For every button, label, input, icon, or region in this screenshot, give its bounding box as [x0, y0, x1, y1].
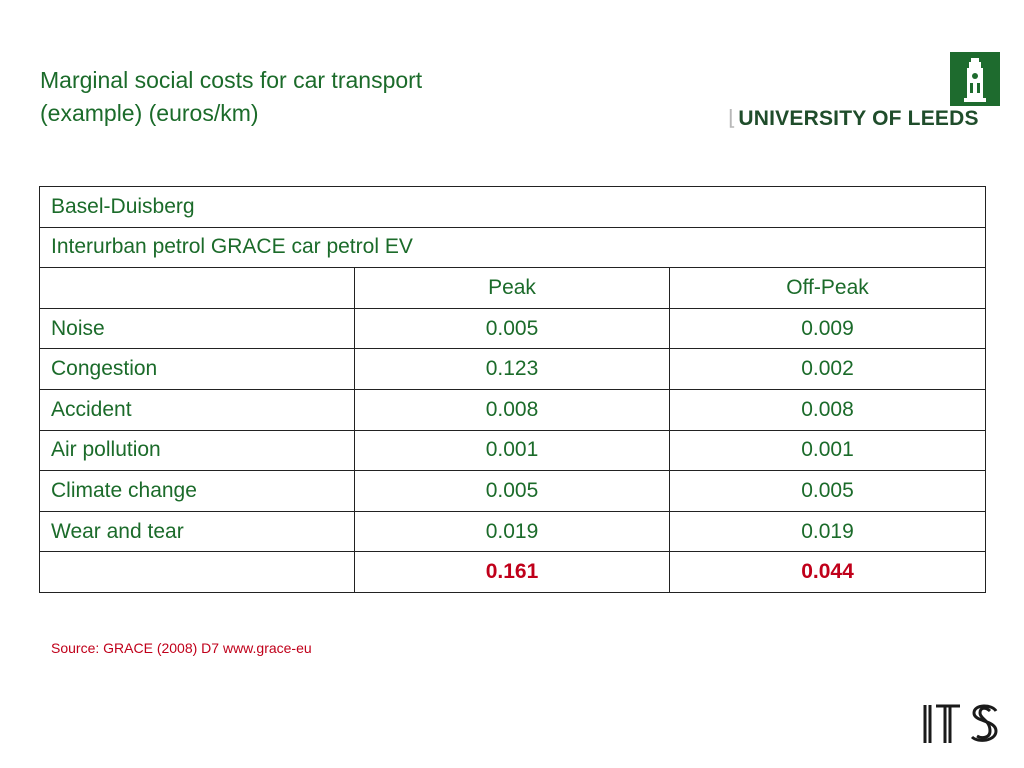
- vehicle-type-cell: Interurban petrol GRACE car petrol EV: [40, 227, 986, 268]
- peak-value: 0.001: [355, 430, 670, 471]
- peak-value: 0.005: [355, 471, 670, 512]
- table-caption-row: [40, 227, 986, 268]
- total-label: [40, 552, 355, 593]
- total-peak-value: 0.161: [355, 552, 670, 593]
- row-label: Wear and tear: [40, 511, 355, 552]
- row-label: Noise: [40, 308, 355, 349]
- source-note: Source: GRACE (2008) D7 www.grace-eu: [51, 640, 312, 656]
- university-of-leeds-logo: [728, 48, 1004, 132]
- university-tower-icon: [950, 52, 1000, 106]
- row-label: Congestion: [40, 349, 355, 390]
- column-header-empty: [40, 268, 355, 309]
- slide-title: [40, 64, 640, 130]
- offpeak-value: 0.005: [670, 471, 986, 512]
- logo-wordmark: UNIVERSITY OF LEEDS: [738, 107, 979, 130]
- table-row: [40, 349, 986, 390]
- peak-value: 0.123: [355, 349, 670, 390]
- table-row: [40, 308, 986, 349]
- offpeak-value: 0.008: [670, 389, 986, 430]
- table-row: [40, 389, 986, 430]
- total-offpeak-value: 0.044: [670, 552, 986, 593]
- offpeak-value: 0.019: [670, 511, 986, 552]
- slide-title-line-2: (example) (euros/km): [40, 100, 259, 126]
- offpeak-value: 0.001: [670, 430, 986, 471]
- peak-value: 0.008: [355, 389, 670, 430]
- table-caption-row: [40, 187, 986, 228]
- row-label: Air pollution: [40, 430, 355, 471]
- offpeak-value: 0.002: [670, 349, 986, 390]
- column-header-peak: Peak: [355, 268, 670, 309]
- marginal-costs-table: [39, 186, 986, 593]
- row-label: Accident: [40, 389, 355, 430]
- logo-tick-icon: ⌊: [728, 107, 737, 130]
- table-row: [40, 430, 986, 471]
- table-row: [40, 471, 986, 512]
- offpeak-value: 0.009: [670, 308, 986, 349]
- peak-value: 0.019: [355, 511, 670, 552]
- its-logo: [920, 702, 1000, 746]
- table-row: [40, 511, 986, 552]
- table-header-row: [40, 268, 986, 309]
- peak-value: 0.005: [355, 308, 670, 349]
- row-label: Climate change: [40, 471, 355, 512]
- route-cell: Basel-Duisberg: [40, 187, 986, 228]
- total-row: [40, 552, 986, 593]
- column-header-offpeak: Off-Peak: [670, 268, 986, 309]
- slide-title-line-1: Marginal social costs for car transport: [40, 67, 423, 93]
